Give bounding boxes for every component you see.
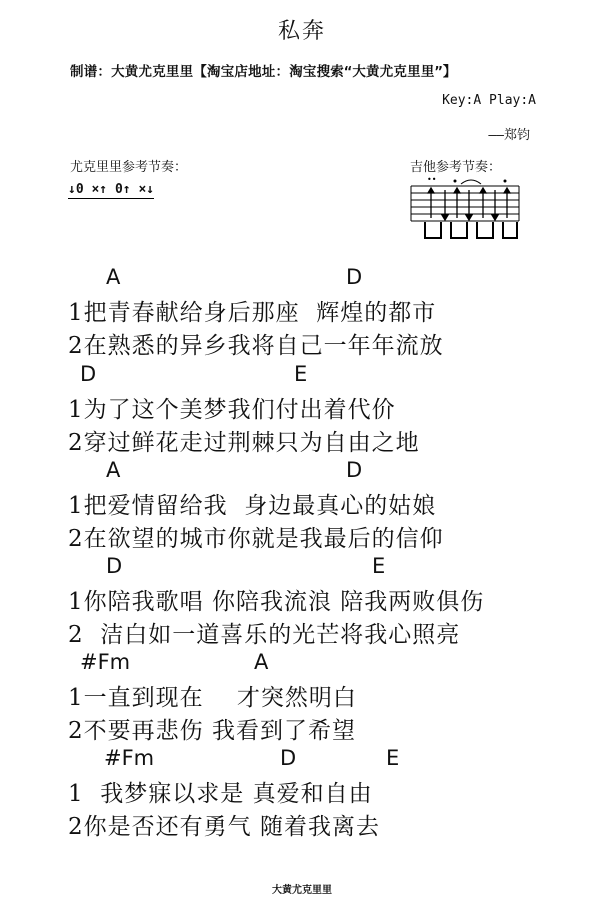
song-title: 私奔 bbox=[277, 19, 326, 44]
svg-text:••: •• bbox=[427, 175, 437, 184]
chord-d: D bbox=[106, 554, 123, 578]
lyric-line: 2在欲望的城市你就是我最后的信仰 bbox=[68, 526, 444, 552]
lyric-line: 2你是否还有勇气 随着我离去 bbox=[68, 814, 380, 840]
lyric-line: 1你陪我歌唱 你陪我流浪 陪我两败俱伤 bbox=[68, 589, 485, 615]
guitar-strum-diagram bbox=[405, 172, 525, 244]
chord-a: A bbox=[106, 265, 121, 289]
lyric-line: 2穿过鲜花走过荆棘只为自由之地 bbox=[68, 430, 420, 456]
chord-a: A bbox=[106, 458, 121, 482]
chord-a: A bbox=[254, 650, 269, 674]
key-play-info: Key:A Play:A bbox=[442, 93, 536, 108]
chord-d: D bbox=[80, 362, 97, 386]
lyric-line: 1把爱情留给我 身边最真心的姑娘 bbox=[68, 493, 437, 519]
lyric-line: 2在熟悉的异乡我将自己一年年流放 bbox=[68, 333, 444, 359]
ukulele-rhythm-label: 尤克里里参考节奏： bbox=[70, 160, 188, 175]
lyric-line: 2不要再悲伤 我看到了希望 bbox=[68, 718, 356, 744]
ukulele-rhythm-pattern: ↓0 ×↑ 0↑ ×↓ bbox=[68, 182, 155, 197]
lyric-line: 1一直到现在 才突然明白 bbox=[68, 685, 357, 711]
lyric-line: 1把青春献给身后那座 辉煌的都市 bbox=[68, 300, 437, 326]
chord-e: E bbox=[386, 746, 400, 770]
lyric-line: 1 我梦寐以求是 真爱和自由 bbox=[68, 781, 373, 807]
chord-d: D bbox=[346, 265, 363, 289]
guitar-rhythm-label: 吉他参考节奏： bbox=[410, 160, 502, 175]
page-footer: 大黄尤克里里 bbox=[272, 885, 332, 896]
chord-d: D bbox=[280, 746, 297, 770]
chord-d: D bbox=[346, 458, 363, 482]
arranger-credit: 制谱：大黄尤克里里【淘宝店地址：淘宝搜索“大黄尤克里里”】 bbox=[70, 64, 457, 80]
chord-e: E bbox=[294, 362, 308, 386]
lyric-line: 2 洁白如一道喜乐的光芒将我心照亮 bbox=[68, 622, 461, 648]
chord-f-sharp-minor: #Fm bbox=[80, 650, 131, 674]
lyric-line: 1为了这个美梦我们付出着代价 bbox=[68, 397, 396, 423]
artist-name: ——郑钧 bbox=[488, 128, 530, 143]
chord-f-sharp-minor: #Fm bbox=[104, 746, 155, 770]
chord-e: E bbox=[372, 554, 386, 578]
